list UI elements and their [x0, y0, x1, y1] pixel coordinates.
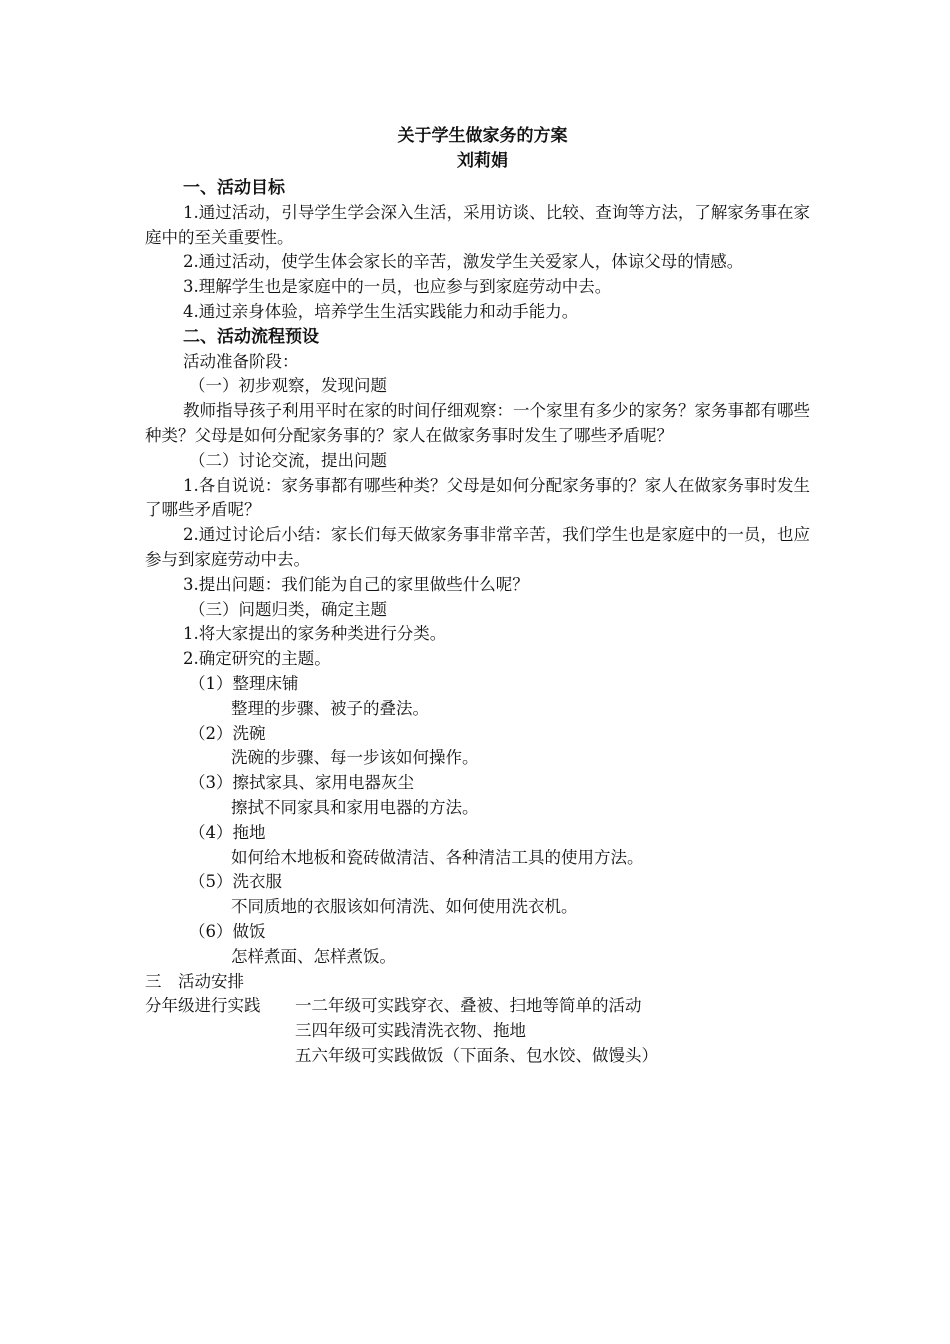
- topic-name: （2）洗碗: [189, 723, 266, 743]
- paragraph: 教师指导孩子利用平时在家的时间仔细观察：一个家里有多少的家务？家务事都有哪些种类？父母是如何分配家务事的？家人在做家务事时发生了哪些矛盾呢？: [145, 401, 810, 445]
- arrangement-list: [295, 994, 658, 1068]
- topic-desc: 洗碗的步骤、每一步该如何操作。: [231, 748, 479, 768]
- section-heading-goals: 一、活动目标: [183, 178, 285, 198]
- subsection-title: （二）讨论交流，提出问题: [189, 450, 387, 470]
- arrangement-table: [145, 994, 810, 1068]
- topic-desc: 擦拭不同家具和家用电器的方法。: [231, 797, 479, 817]
- document-author: 刘莉娟: [457, 151, 508, 171]
- discussion-item: 2.通过讨论后小结：家长们每天做家务事非常辛苦，我们学生也是家庭中的一员，也应参与到家庭劳动中去。: [145, 525, 810, 569]
- goal-item: 2.通过活动，使学生体会家长的辛苦，激发学生关爱家人，体谅父母的情感。: [183, 252, 744, 272]
- topic-name: （6）做饭: [189, 921, 266, 941]
- stage-label: 活动准备阶段：: [183, 351, 299, 371]
- document-page: [145, 124, 810, 1069]
- section-heading-arrangement: 三 活动安排: [145, 971, 244, 991]
- topic-desc: 如何给木地板和瓷砖做清洁、各种清洁工具的使用方法。: [231, 847, 644, 867]
- goal-item: 1.通过活动，引导学生学会深入生活，采用访谈、比较、查询等方法，了解家务事在家庭中的至关重要性。: [145, 202, 810, 247]
- topic-name: （5）洗衣服: [189, 872, 282, 892]
- topic-name: （3）擦拭家具、家用电器灰尘: [189, 773, 414, 793]
- topic-desc: 不同质地的衣服该如何清洗、如何使用洗衣机。: [231, 897, 578, 917]
- document-title: 关于学生做家务的方案: [397, 126, 568, 146]
- classify-item: 2.确定研究的主题。: [183, 649, 331, 669]
- section-heading-process: 二、活动流程预设: [183, 326, 319, 347]
- discussion-item: 1.各自说说：家务事都有哪些种类？父母是如何分配家务事的？家人在做家务事时发生了哪些矛盾呢？: [145, 475, 810, 520]
- subsection-title: （三）问题归类，确定主题: [189, 599, 387, 619]
- arrangement-item: 三四年级可实践清洗衣物、拖地: [295, 1021, 526, 1041]
- topic-name: （1）整理床铺: [189, 673, 299, 693]
- classify-item: 1.将大家提出的家务种类进行分类。: [183, 624, 447, 644]
- arrangement-item: 五六年级可实践做饭（下面条、包水饺、做馒头）: [295, 1045, 658, 1065]
- discussion-item: 3.提出问题：我们能为自己的家里做些什么呢？: [183, 574, 529, 594]
- topic-desc: 整理的步骤、被子的叠法。: [231, 698, 429, 718]
- arrangement-item: 一二年级可实践穿衣、叠被、扫地等简单的活动: [295, 996, 642, 1016]
- arrangement-label: 分年级进行实践: [145, 996, 261, 1016]
- goal-item: 3.理解学生也是家庭中的一员，也应参与到家庭劳动中去。: [183, 277, 612, 297]
- goal-item: 4.通过亲身体验，培养学生生活实践能力和动手能力。: [183, 301, 579, 321]
- topic-name: （4）拖地: [189, 822, 266, 842]
- topic-desc: 怎样煮面、怎样煮饭。: [231, 946, 396, 966]
- subsection-title: （一）初步观察，发现问题: [189, 376, 387, 396]
